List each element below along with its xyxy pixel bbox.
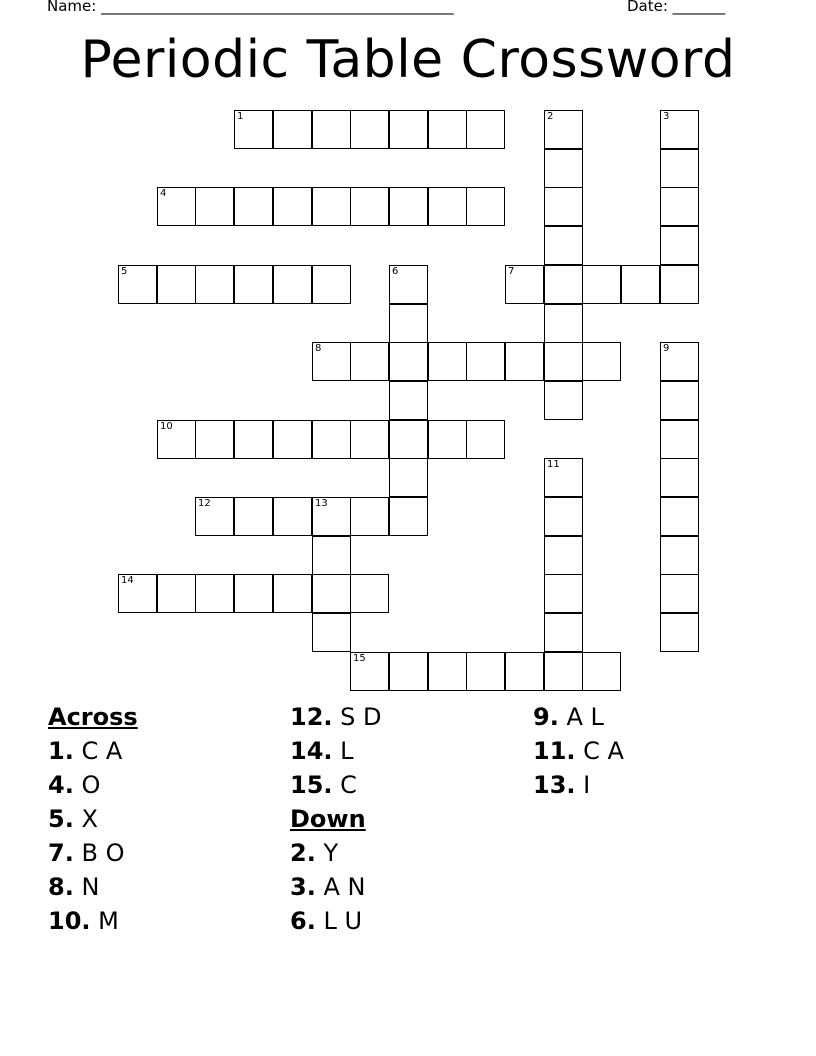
grid-cell[interactable] xyxy=(273,497,312,536)
clue-column-1 xyxy=(48,700,288,938)
grid-cell[interactable] xyxy=(544,226,583,265)
grid-cell[interactable] xyxy=(273,265,312,304)
across-clue: 10. M xyxy=(48,907,119,935)
down-clue: 9. A L xyxy=(533,703,604,731)
grid-cell[interactable] xyxy=(350,574,389,613)
grid-cell[interactable] xyxy=(428,652,467,691)
grid-cell[interactable] xyxy=(273,110,312,149)
grid-cell[interactable] xyxy=(195,187,234,226)
clue-column-2 xyxy=(290,700,530,938)
grid-cell[interactable] xyxy=(312,536,351,575)
grid-cell[interactable] xyxy=(312,110,351,149)
grid-cell[interactable] xyxy=(195,574,234,613)
grid-cell[interactable] xyxy=(544,110,583,149)
grid-cell[interactable] xyxy=(389,458,428,497)
grid-cell[interactable] xyxy=(505,342,544,381)
grid-cell[interactable] xyxy=(118,265,157,304)
down-clue: 6. L U xyxy=(290,907,363,935)
grid-cell[interactable] xyxy=(660,497,699,536)
grid-cell[interactable] xyxy=(660,265,699,304)
grid-cell[interactable] xyxy=(350,420,389,459)
grid-cell[interactable] xyxy=(234,574,273,613)
grid-cell[interactable] xyxy=(118,574,157,613)
grid-cell[interactable] xyxy=(350,187,389,226)
grid-cell[interactable] xyxy=(660,536,699,575)
grid-cell[interactable] xyxy=(234,497,273,536)
clue-number: 6 xyxy=(392,266,399,277)
grid-cell[interactable] xyxy=(660,226,699,265)
grid-cell[interactable] xyxy=(428,110,467,149)
grid-cell[interactable] xyxy=(660,149,699,188)
down-clue: 11. C A xyxy=(533,737,624,765)
date-line: Date: _______ xyxy=(627,0,726,15)
grid-cell[interactable] xyxy=(621,265,660,304)
grid-cell[interactable] xyxy=(350,497,389,536)
down-clue: 2. Y xyxy=(290,839,339,867)
grid-cell[interactable] xyxy=(582,652,621,691)
grid-cell[interactable] xyxy=(660,574,699,613)
grid-cell[interactable] xyxy=(312,574,351,613)
grid-cell[interactable] xyxy=(312,613,351,652)
grid-cell[interactable] xyxy=(544,574,583,613)
grid-cell[interactable] xyxy=(660,458,699,497)
clue-number: 14 xyxy=(121,575,134,586)
grid-cell[interactable] xyxy=(234,187,273,226)
clue-number: 10 xyxy=(160,421,173,432)
across-clue: 15. C xyxy=(290,771,357,799)
grid-cell[interactable] xyxy=(428,187,467,226)
across-clue: 5. X xyxy=(48,805,98,833)
clue-number: 15 xyxy=(353,653,366,664)
grid-cell[interactable] xyxy=(660,381,699,420)
clue-number: 11 xyxy=(547,459,560,470)
down-heading: Down xyxy=(290,805,366,833)
grid-cell[interactable] xyxy=(389,187,428,226)
grid-cell[interactable] xyxy=(157,187,196,226)
grid-cell[interactable] xyxy=(428,420,467,459)
grid-cell[interactable] xyxy=(389,652,428,691)
across-clue: 12. S D xyxy=(290,703,382,731)
down-clue: 13. I xyxy=(533,771,591,799)
grid-cell[interactable] xyxy=(660,420,699,459)
grid-cell[interactable] xyxy=(157,420,196,459)
grid-cell[interactable] xyxy=(428,342,467,381)
clue-number: 5 xyxy=(121,266,128,277)
grid-cell[interactable] xyxy=(544,536,583,575)
grid-cell[interactable] xyxy=(544,304,583,343)
clue-number: 4 xyxy=(160,188,167,199)
across-clue: 4. O xyxy=(48,771,101,799)
clue-number: 8 xyxy=(315,343,322,354)
across-heading: Across xyxy=(48,703,138,731)
grid-cell[interactable] xyxy=(544,458,583,497)
grid-cell[interactable] xyxy=(389,381,428,420)
grid-cell[interactable] xyxy=(660,613,699,652)
grid-cell[interactable] xyxy=(544,342,583,381)
grid-cell[interactable] xyxy=(157,574,196,613)
grid-cell[interactable] xyxy=(544,149,583,188)
grid-cell[interactable] xyxy=(544,613,583,652)
grid-cell[interactable] xyxy=(389,265,428,304)
grid-cell[interactable] xyxy=(157,265,196,304)
grid-cell[interactable] xyxy=(466,110,505,149)
grid-cell[interactable] xyxy=(273,187,312,226)
grid-cell[interactable] xyxy=(660,110,699,149)
grid-cell[interactable] xyxy=(389,304,428,343)
grid-cell[interactable] xyxy=(544,652,583,691)
across-clue: 8. N xyxy=(48,873,100,901)
clue-number: 1 xyxy=(237,111,244,122)
grid-cell[interactable] xyxy=(389,497,428,536)
page-title: Periodic Table Crossword xyxy=(80,30,736,90)
grid-cell[interactable] xyxy=(234,420,273,459)
clue-number: 2 xyxy=(547,111,554,122)
across-clue: 7. B O xyxy=(48,839,125,867)
clue-number: 7 xyxy=(508,266,515,277)
grid-cell[interactable] xyxy=(389,342,428,381)
grid-cell[interactable] xyxy=(350,652,389,691)
grid-cell[interactable] xyxy=(582,342,621,381)
clue-number: 3 xyxy=(663,111,670,122)
grid-cell[interactable] xyxy=(312,497,351,536)
grid-cell[interactable] xyxy=(195,497,234,536)
grid-cell[interactable] xyxy=(273,420,312,459)
clue-number: 9 xyxy=(663,343,670,354)
name-line: Name: _______________________________________________ xyxy=(47,0,454,15)
grid-cell[interactable] xyxy=(350,110,389,149)
grid-cell[interactable] xyxy=(466,420,505,459)
grid-cell[interactable] xyxy=(195,420,234,459)
grid-cell[interactable] xyxy=(234,265,273,304)
grid-cell[interactable] xyxy=(660,187,699,226)
grid-cell[interactable] xyxy=(505,652,544,691)
clue-column-3 xyxy=(533,700,773,802)
grid-cell[interactable] xyxy=(660,342,699,381)
grid-cell[interactable] xyxy=(312,187,351,226)
grid-cell[interactable] xyxy=(389,110,428,149)
grid-cell[interactable] xyxy=(544,265,583,304)
grid-cell[interactable] xyxy=(195,265,234,304)
grid-cell[interactable] xyxy=(234,110,273,149)
grid-cell[interactable] xyxy=(544,381,583,420)
grid-cell[interactable] xyxy=(505,265,544,304)
grid-cell[interactable] xyxy=(544,187,583,226)
clue-number: 13 xyxy=(315,498,328,509)
grid-cell[interactable] xyxy=(466,342,505,381)
grid-cell[interactable] xyxy=(312,420,351,459)
grid-cell[interactable] xyxy=(389,420,428,459)
grid-cell[interactable] xyxy=(312,342,351,381)
grid-cell[interactable] xyxy=(466,187,505,226)
across-clue: 1. C A xyxy=(48,737,123,765)
grid-cell[interactable] xyxy=(544,497,583,536)
across-clue: 14. L xyxy=(290,737,354,765)
grid-cell[interactable] xyxy=(312,265,351,304)
down-clue: 3. A N xyxy=(290,873,366,901)
grid-cell[interactable] xyxy=(582,265,621,304)
grid-cell[interactable] xyxy=(273,574,312,613)
clue-number: 12 xyxy=(198,498,211,509)
grid-cell[interactable] xyxy=(350,342,389,381)
grid-cell[interactable] xyxy=(466,652,505,691)
